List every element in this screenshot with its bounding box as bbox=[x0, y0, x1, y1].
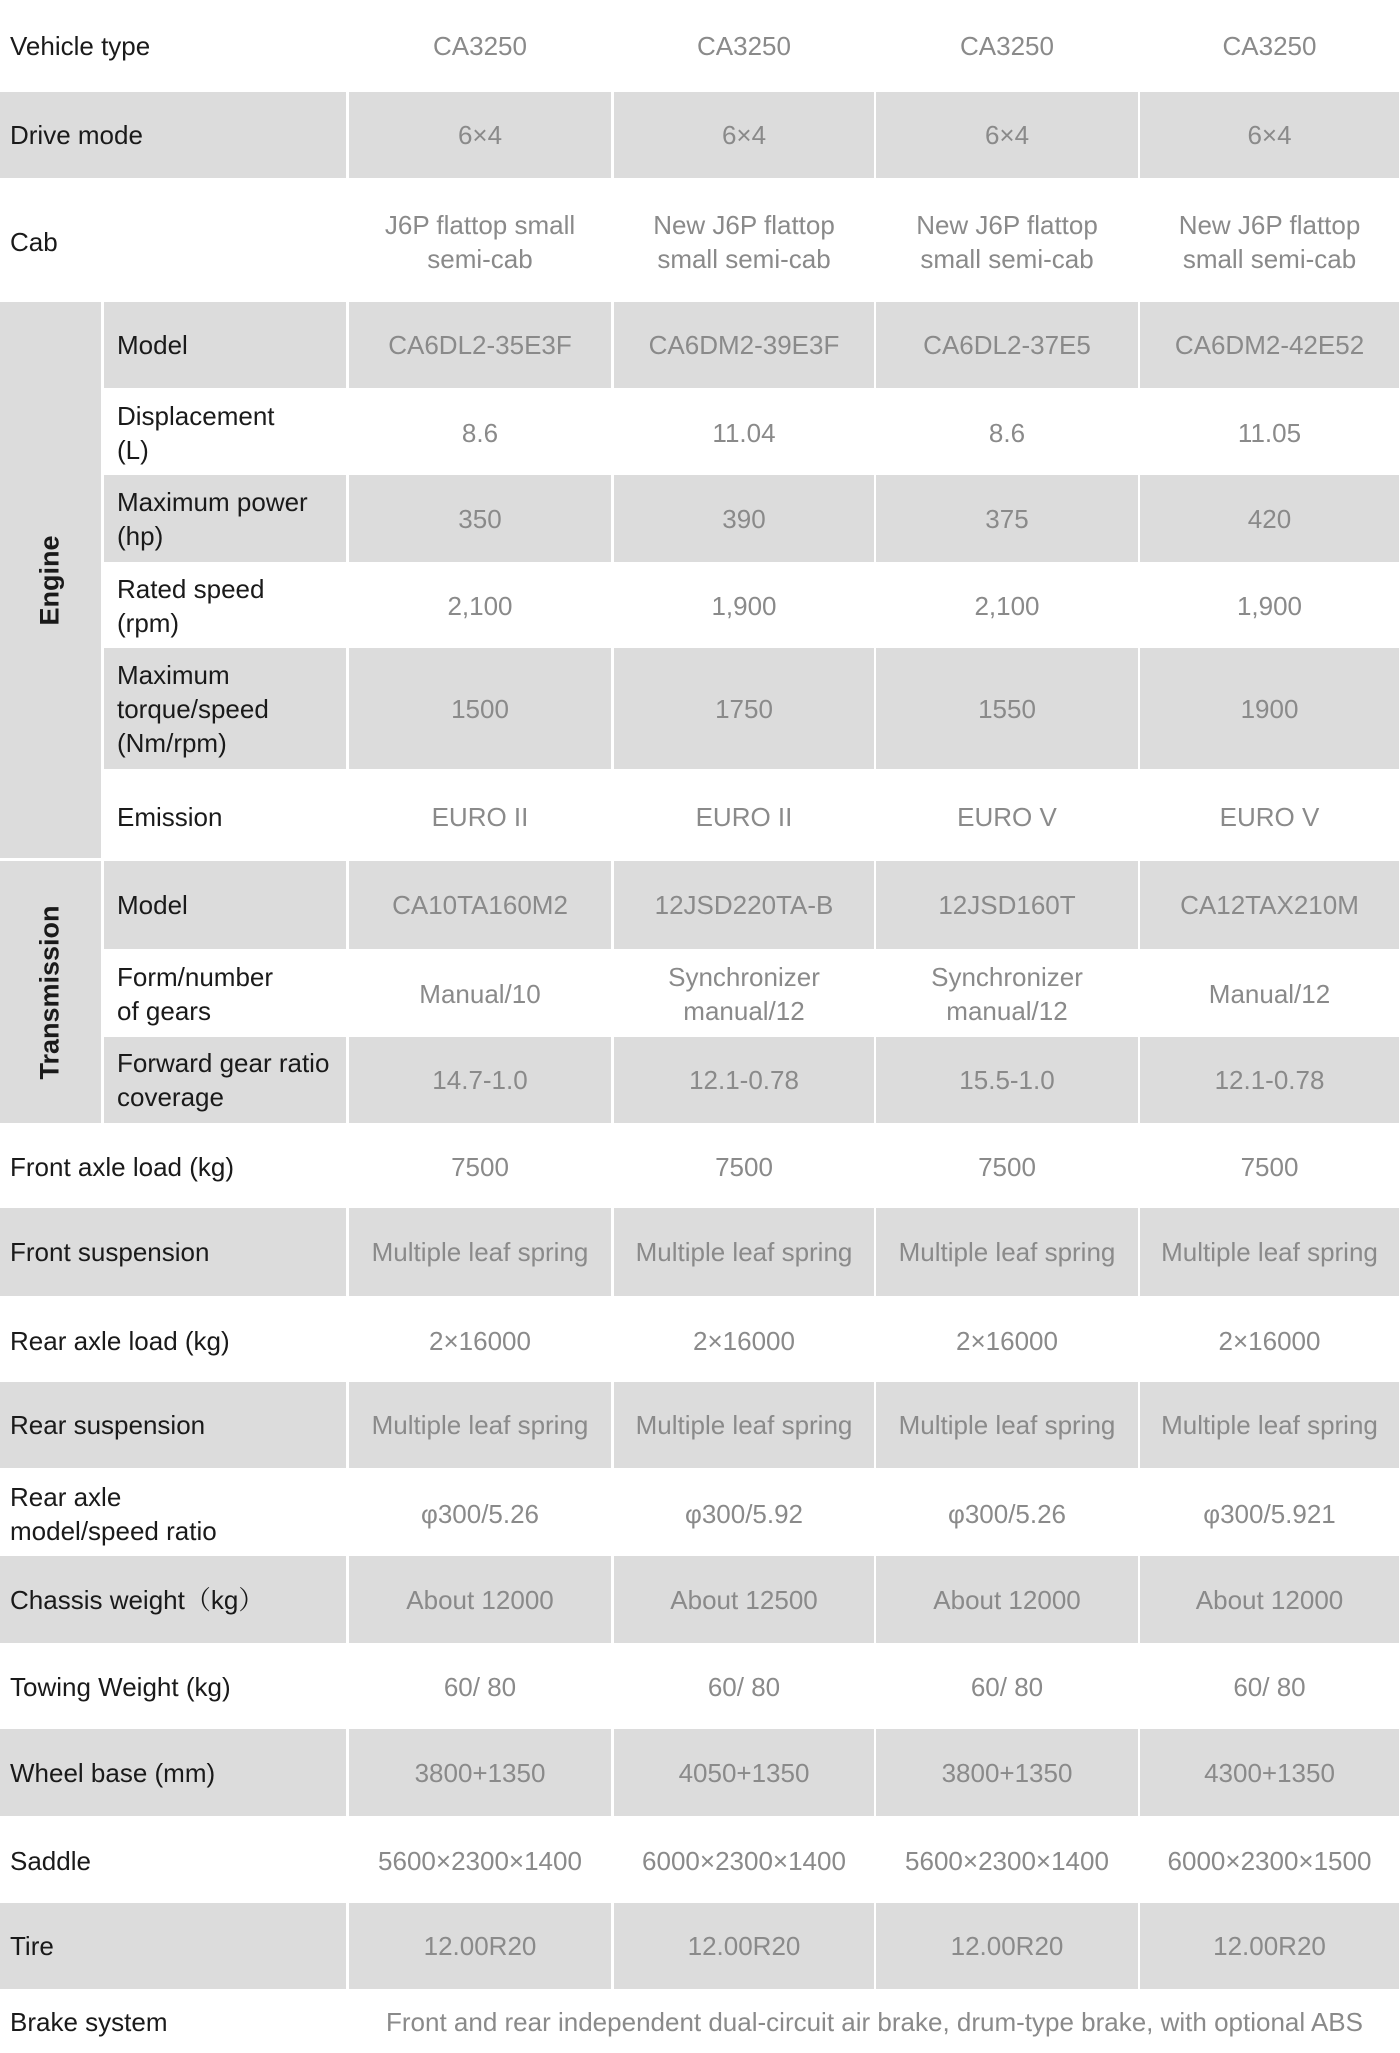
row-value: 1,900 bbox=[1236, 591, 1303, 621]
row-value: 12.00R20 bbox=[876, 1903, 1138, 1989]
row-value: 1750 bbox=[614, 648, 874, 769]
row-value: About 12500 bbox=[614, 1556, 874, 1643]
row-label: Rear axle model/speed ratio bbox=[10, 1481, 217, 1546]
row-value: 15.5-1.0 bbox=[876, 1037, 1138, 1123]
row-value: 2×16000 bbox=[956, 1325, 1058, 1356]
group-label: Transmission bbox=[35, 904, 66, 1080]
row-value: CA6DL2-35E3F bbox=[349, 302, 611, 388]
row-value: 1,900 bbox=[711, 591, 777, 621]
row-value: New J6P flattop small semi-cab bbox=[653, 209, 835, 274]
row-value: 11.04 bbox=[712, 418, 776, 448]
row-value: 3800+1350 bbox=[349, 1729, 611, 1816]
row-value: 60/ 80 bbox=[1233, 1672, 1306, 1702]
row-value: 6×4 bbox=[1140, 92, 1399, 178]
row-value: CA6DM2-39E3F bbox=[614, 302, 874, 388]
row-label: Towing Weight (kg) bbox=[10, 1672, 231, 1702]
row-value: 6×4 bbox=[614, 92, 874, 178]
row-label: Forward gear ratio coverage bbox=[104, 1037, 346, 1123]
row-value: CA3250 bbox=[960, 31, 1054, 61]
row-value: CA3250 bbox=[433, 31, 527, 61]
row-value: 2×16000 bbox=[693, 1325, 795, 1356]
row-value: 11.05 bbox=[1237, 418, 1302, 448]
row-label: Form/number of gears bbox=[117, 962, 274, 1026]
row-value: 7500 bbox=[715, 1152, 773, 1182]
group-transmission bbox=[0, 861, 101, 1123]
row-value: EURO V bbox=[957, 801, 1057, 832]
row-value: 12JSD160T bbox=[876, 861, 1138, 949]
row-value: 4050+1350 bbox=[614, 1729, 874, 1816]
row-value: 6×4 bbox=[349, 92, 611, 178]
row-value: Synchronizer manual/12 bbox=[931, 962, 1083, 1026]
row-value: J6P flattop small semi-cab bbox=[384, 209, 576, 274]
row-value: About 12000 bbox=[876, 1556, 1138, 1643]
row-value: CA12TAX210M bbox=[1140, 861, 1399, 949]
row-value: EURO V bbox=[1219, 801, 1320, 832]
row-value: Multiple leaf spring bbox=[876, 1382, 1138, 1468]
row-label: Chassis weight（kg） bbox=[0, 1556, 346, 1643]
row-value: 375 bbox=[876, 475, 1138, 562]
row-value: 7500 bbox=[451, 1152, 509, 1182]
row-label: Emission bbox=[117, 801, 223, 832]
row-label: Rear axle load (kg) bbox=[10, 1325, 230, 1356]
row-value: New J6P flattop small semi-cab bbox=[1178, 209, 1361, 274]
row-value: Multiple leaf spring bbox=[614, 1382, 874, 1468]
row-label: Rear suspension bbox=[0, 1382, 346, 1468]
row-label: Brake system bbox=[10, 2007, 168, 2037]
row-label: Drive mode bbox=[0, 92, 346, 178]
row-value: 1900 bbox=[1140, 648, 1399, 769]
row-value: 12JSD220TA-B bbox=[614, 861, 874, 949]
row-value: 5600×2300×1400 bbox=[378, 1846, 582, 1876]
row-value: 7500 bbox=[1240, 1152, 1299, 1182]
row-value: 60/ 80 bbox=[707, 1672, 781, 1702]
row-value: 6×4 bbox=[876, 92, 1138, 178]
row-value: About 12000 bbox=[349, 1556, 611, 1643]
row-value: 2,100 bbox=[974, 591, 1040, 621]
row-value: Multiple leaf spring bbox=[614, 1208, 874, 1296]
row-label: Model bbox=[104, 861, 346, 949]
row-value: CA3250 bbox=[697, 31, 791, 61]
row-value: Manual/12 bbox=[1208, 979, 1331, 1009]
row-value: Multiple leaf spring bbox=[1140, 1208, 1399, 1296]
row-label: Model bbox=[104, 302, 346, 388]
row-value: Multiple leaf spring bbox=[876, 1208, 1138, 1296]
row-value: 5600×2300×1400 bbox=[905, 1846, 1109, 1876]
row-value: 1550 bbox=[876, 648, 1138, 769]
row-value: EURO II bbox=[431, 801, 529, 832]
row-label: Front axle load (kg) bbox=[10, 1152, 234, 1182]
row-value: φ300/5.921 bbox=[1203, 1498, 1336, 1529]
row-value: New J6P flattop small semi-cab bbox=[916, 209, 1098, 274]
row-value: CA6DL2-37E5 bbox=[876, 302, 1138, 388]
row-value: CA6DM2-42E52 bbox=[1140, 302, 1399, 388]
row-value: Synchronizer manual/12 bbox=[668, 962, 820, 1026]
row-label: Saddle bbox=[10, 1846, 91, 1876]
row-value: About 12000 bbox=[1140, 1556, 1399, 1643]
row-value: 14.7-1.0 bbox=[349, 1037, 611, 1123]
row-value: 60/ 80 bbox=[970, 1672, 1044, 1702]
row-value: 7500 bbox=[978, 1152, 1036, 1182]
row-value: 2,100 bbox=[447, 591, 513, 621]
row-value: φ300/5.26 bbox=[420, 1498, 540, 1529]
row-value: CA10TA160M2 bbox=[349, 861, 611, 949]
row-value: 4300+1350 bbox=[1140, 1729, 1399, 1816]
row-label: Maximum power (hp) bbox=[104, 475, 346, 562]
row-value: Manual/10 bbox=[419, 979, 541, 1009]
row-label: Tire bbox=[0, 1903, 346, 1989]
row-label: Vehicle type bbox=[10, 31, 151, 61]
row-label: Displacement (L) bbox=[117, 401, 275, 465]
row-value: 12.00R20 bbox=[349, 1903, 611, 1989]
group-label: Engine bbox=[34, 534, 65, 626]
row-value: 350 bbox=[349, 475, 611, 562]
row-value: 8.6 bbox=[988, 418, 1026, 448]
row-value: EURO II bbox=[695, 801, 793, 832]
row-value: 60/ 80 bbox=[443, 1672, 517, 1702]
row-value: 12.00R20 bbox=[1140, 1903, 1399, 1989]
row-label: Front suspension bbox=[0, 1208, 346, 1296]
row-value: Multiple leaf spring bbox=[1140, 1382, 1399, 1468]
row-value: φ300/5.26 bbox=[947, 1498, 1067, 1529]
row-label: Wheel base (mm) bbox=[0, 1729, 346, 1816]
row-value: 6000×2300×1500 bbox=[1167, 1846, 1372, 1876]
row-value: 390 bbox=[614, 475, 874, 562]
row-value: 420 bbox=[1140, 475, 1399, 562]
row-label: Maximum torque/speed (Nm/rpm) bbox=[104, 648, 346, 769]
row-value: 2×16000 bbox=[1218, 1325, 1321, 1356]
row-value: 1500 bbox=[349, 648, 611, 769]
row-value: Multiple leaf spring bbox=[349, 1382, 611, 1468]
row-label: Cab bbox=[10, 226, 58, 257]
row-value: 8.6 bbox=[461, 418, 499, 448]
row-label: Rated speed (rpm) bbox=[117, 574, 265, 638]
row-value: 3800+1350 bbox=[876, 1729, 1138, 1816]
row-value: 6000×2300×1400 bbox=[642, 1846, 846, 1876]
group-engine bbox=[0, 302, 101, 858]
row-value: Multiple leaf spring bbox=[349, 1208, 611, 1296]
row-value: CA3250 bbox=[1222, 31, 1317, 61]
row-value: 2×16000 bbox=[429, 1325, 531, 1356]
row-value: φ300/5.92 bbox=[684, 1498, 804, 1529]
row-value: 12.1-0.78 bbox=[614, 1037, 874, 1123]
row-value: 12.00R20 bbox=[614, 1903, 874, 1989]
row-value: Front and rear independent dual-circuit air brake, drum-type brake, with optional ABS bbox=[386, 2007, 1363, 2037]
row-value: 12.1-0.78 bbox=[1140, 1037, 1399, 1123]
